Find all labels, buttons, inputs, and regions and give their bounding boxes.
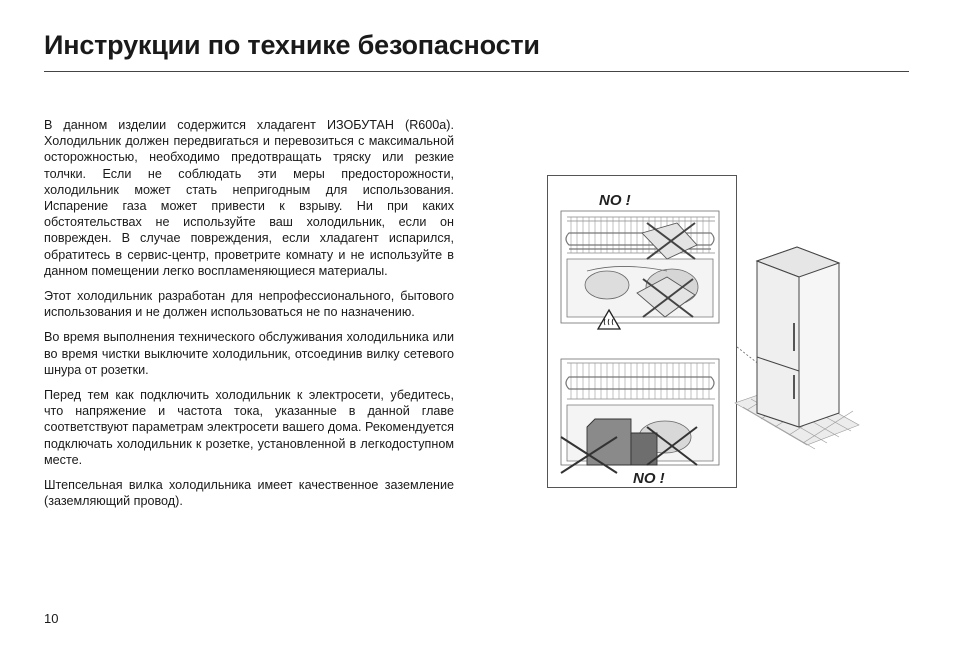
paragraph-power-connection: Перед тем как подключить холодильник к электросети, убедитесь, что напряжение и частота тока, указанные в данной главе соответствуют параметрам электросети вашего дома. Рекомендуется подключать холодильник к розетке, установленной в легкодоступном месте. [44, 388, 454, 467]
paragraph-household-use: Этот холодильник разработан для непрофессионального, бытового использования и не должен использоваться не по назначению. [44, 289, 454, 320]
illustration-svg [547, 175, 909, 515]
no-label-top: NO ! [599, 192, 631, 209]
paragraph-maintenance: Во время выполнения технического обслуживания холодильника или во время чистки выключите холодильник, отсоединив вилку сетевого шнура от розетки. [44, 330, 454, 377]
page-title: Инструкции по технике безопасности [44, 30, 540, 60]
paragraph-refrigerant: В данном изделии содержится хладагент ИЗОБУТАН (R600a). Холодильник должен передвигаться и перевозиться с максимальной осторожностью, необходимо предотвращать тряску или резкие толчки. Если не соблюдать эти меры предосторожности, холодильник может стать непригодным для использования. Испарение газа может привести к взрыву. Ни при каких обстоятельствах не используйте ваш холодильник, если он поврежден. В случае повреждения, если хладагент испарился, обратитесь в сервис-центр, проветрите комнату и не используйте в данном помещении легко воспламеняющиеся материалы. [44, 118, 454, 278]
safety-text-column [44, 117, 454, 518]
title-divider [44, 71, 909, 72]
fridge-illustration [735, 247, 859, 449]
safety-illustration [547, 175, 909, 515]
page-number: 10 [44, 611, 59, 626]
no-label-bottom: NO ! [633, 470, 665, 487]
paragraph-grounding: Штепсельная вилка холодильника имеет качественное заземление (заземляющий провод). [44, 478, 454, 509]
